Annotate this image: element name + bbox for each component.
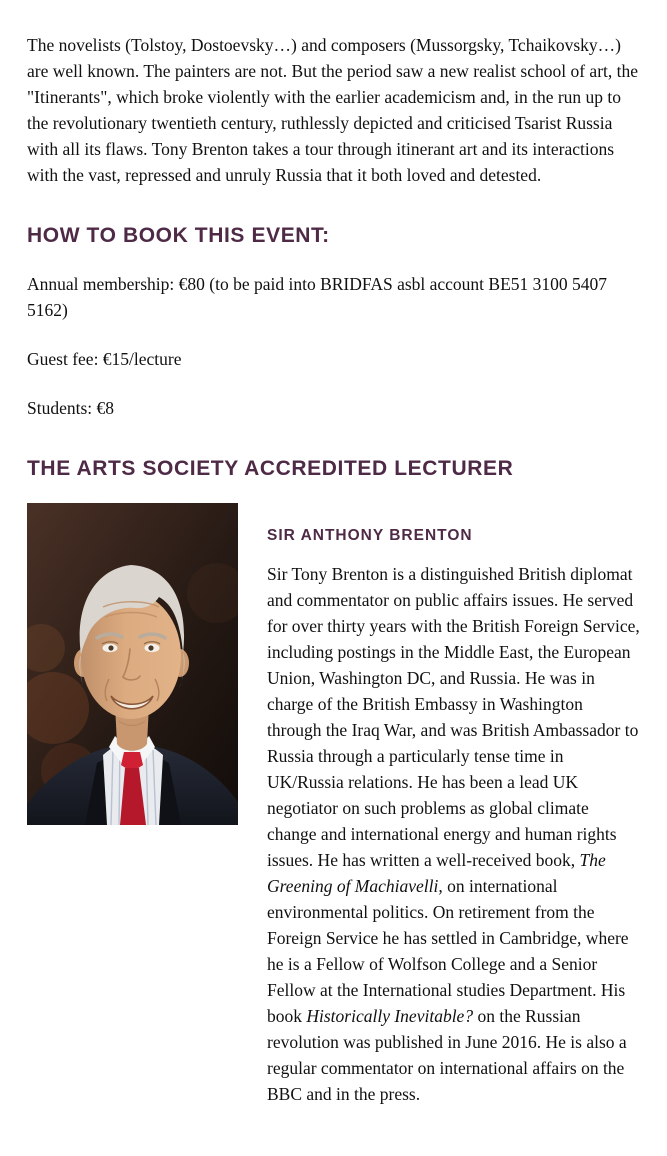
- membership-fee-text: Annual membership: €80 (to be paid into BRIDFAS asbl account BE51 3100 5407 5162): [27, 274, 608, 320]
- guest-fee-text: Guest fee: €15/lecture: [27, 349, 182, 369]
- book-title-greening-of-machiavelli: The Greening of Machiavelli,: [267, 850, 606, 896]
- lecturer-name: SIR ANTHONY BRENTON: [267, 527, 473, 544]
- lecturer-section: [27, 503, 640, 1107]
- lecturer-heading: THE ARTS SOCIETY ACCREDITED LECTURER: [27, 457, 514, 480]
- lecturer-photo: [27, 503, 238, 825]
- bio-segment: on the Russian revolution was published in June 2016. He is also a regular commentator on international affairs on the BBC and in the press.: [267, 1006, 627, 1104]
- lecturer-bio-column: [267, 503, 640, 1107]
- bio-segment: Sir Tony Brenton is a distinguished British diplomat and commentator on public affairs issues. He served for over thirty years with the British Foreign Service, including postings in the Middle East, the European Union, Washington DC, and Russia. He was in charge of the British Embassy in Washington through the Iraq War, and was British Ambassador to Russia through a particularly tense time in UK/Russia relations. He has been a lead UK negotiator on such problems as global climate change and international energy and human rights issues. He has written a well-received book,: [267, 564, 640, 870]
- book-title-historically-inevitable: Historically Inevitable?: [306, 1006, 474, 1026]
- student-fee-text: Students: €8: [27, 398, 115, 418]
- booking-heading: HOW TO BOOK THIS EVENT:: [27, 224, 330, 247]
- bio-segment: on international environmental politics. On retirement from the Foreign Service he has settled in Cambridge, where he is a Fellow of Wolfson College and a Senior Fellow at the International studies Department. His book: [267, 876, 629, 1026]
- intro-paragraph: The novelists (Tolstoy, Dostoevsky…) and composers (Mussorgsky, Tchaikovsky…) are well known. The painters are not. But the period saw a new realist school of art, the "Itinerants", which broke violently with the earlier academicism and, in the run up to the revolutionary twentieth century, ruthlessly depicted and criticised Tsarist Russia with all its flaws. Tony Brenton takes a tour through itinerant art and its interactions with the vast, repressed and unruly Russia that it both loved and detested.: [27, 35, 639, 185]
- portrait-illustration: [27, 503, 238, 825]
- lecturer-bio: [267, 561, 640, 1107]
